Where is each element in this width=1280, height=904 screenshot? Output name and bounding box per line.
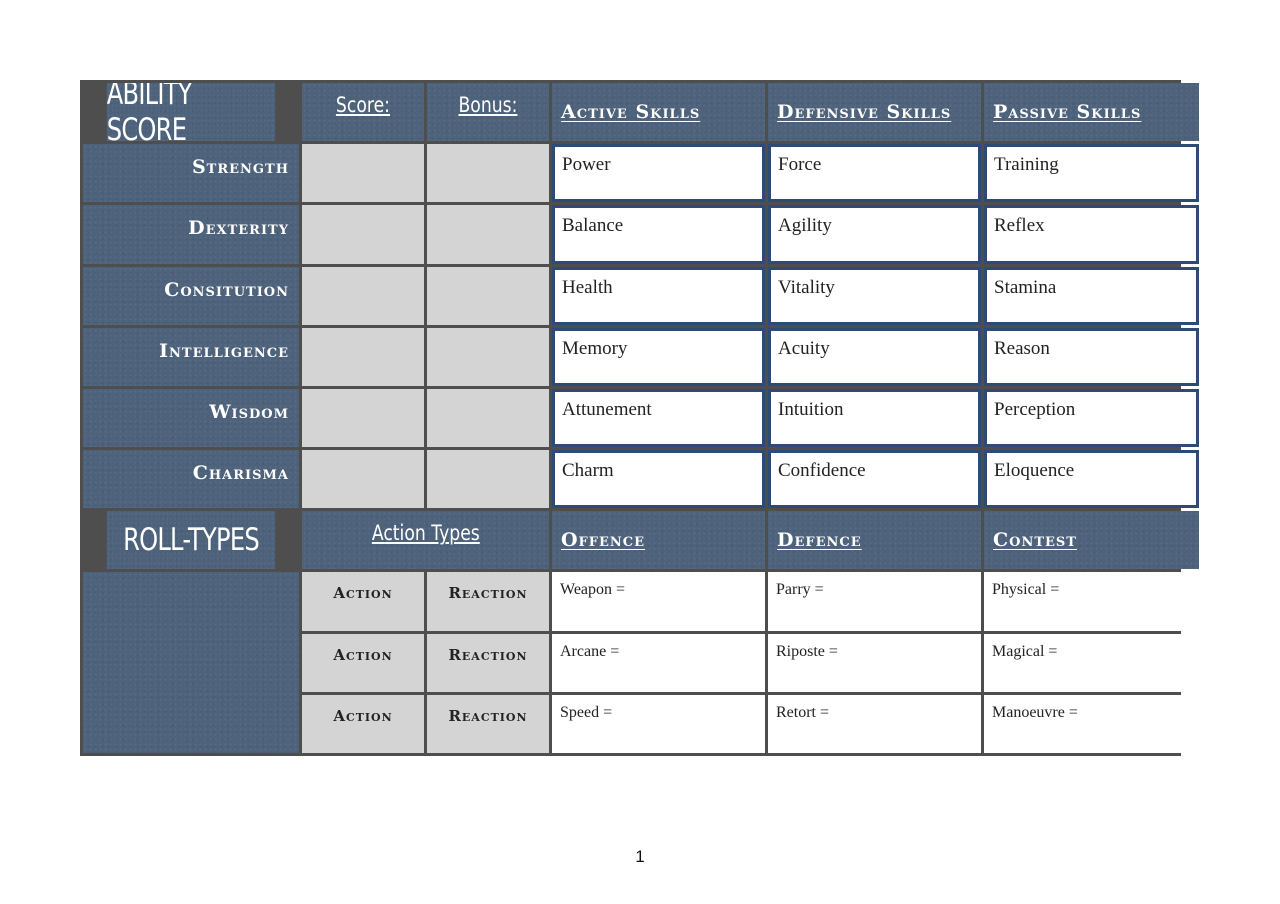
defensive-skill-label: Force xyxy=(778,154,822,176)
bonus-field-dexterity[interactable] xyxy=(427,205,549,263)
active-skill-consitution[interactable] xyxy=(552,267,765,325)
active-skills-header: Active Skills xyxy=(552,83,765,141)
action-types-header-text: Action Types xyxy=(371,521,480,546)
bonus-field-charisma[interactable] xyxy=(427,450,549,508)
active-skill-label: Health xyxy=(562,276,613,298)
ability-name-charisma: Charisma xyxy=(83,450,299,508)
bonus-field-wisdom[interactable] xyxy=(427,389,549,447)
ability-name-dexterity: Dexterity xyxy=(83,205,299,263)
offence-header: Offence xyxy=(552,511,765,569)
contest-label: Physical = xyxy=(992,581,1060,599)
roll-types-side-panel xyxy=(83,572,299,753)
character-sheet-table xyxy=(80,80,1181,756)
offence-field-speed[interactable] xyxy=(552,695,765,753)
defence-field-riposte[interactable] xyxy=(768,634,981,692)
bonus-header xyxy=(427,83,549,141)
active-skill-label: Balance xyxy=(562,215,624,237)
passive-skill-label: Eloquence xyxy=(994,460,1075,482)
bonus-field-strength[interactable] xyxy=(427,144,549,202)
roll-types-title-text: ROLL-TYPES xyxy=(123,522,259,559)
score-field-strength[interactable] xyxy=(302,144,424,202)
passive-skills-header: Passive Skills xyxy=(984,83,1199,141)
passive-skill-intelligence[interactable] xyxy=(984,328,1199,386)
defensive-skills-header: Defensive Skills xyxy=(768,83,981,141)
active-skill-label: Attunement xyxy=(562,398,652,420)
active-skill-wisdom[interactable] xyxy=(552,389,765,447)
passive-skill-label: Stamina xyxy=(994,276,1057,298)
ability-score-title-text: ABILITY SCORE xyxy=(106,83,192,142)
offence-label: Weapon = xyxy=(560,581,626,599)
defensive-skill-intelligence[interactable] xyxy=(768,328,981,386)
defensive-skill-strength[interactable] xyxy=(768,144,981,202)
contest-field-magical[interactable] xyxy=(984,634,1199,692)
defensive-skill-wisdom[interactable] xyxy=(768,389,981,447)
contest-header: Contest xyxy=(984,511,1199,569)
defence-label: Riposte = xyxy=(776,642,838,660)
active-skill-charisma[interactable] xyxy=(552,450,765,508)
contest-label: Magical = xyxy=(992,642,1058,660)
passive-skill-label: Perception xyxy=(994,398,1076,420)
defensive-skill-consitution[interactable] xyxy=(768,267,981,325)
score-field-dexterity[interactable] xyxy=(302,205,424,263)
score-header-text: Score: xyxy=(335,93,391,117)
offence-field-weapon[interactable] xyxy=(552,572,765,630)
offence-label: Speed = xyxy=(560,703,613,721)
contest-field-physical[interactable] xyxy=(984,572,1199,630)
active-skill-label: Power xyxy=(562,154,611,176)
page-number: 1 xyxy=(635,847,645,866)
defence-label: Parry = xyxy=(776,581,824,599)
score-field-charisma[interactable] xyxy=(302,450,424,508)
passive-skill-dexterity[interactable] xyxy=(984,205,1199,263)
passive-skill-label: Reason xyxy=(994,337,1050,359)
action-toggle[interactable]: Action xyxy=(302,695,424,753)
bonus-header-text: Bonus: xyxy=(458,93,518,117)
reaction-toggle[interactable]: Reaction xyxy=(427,572,549,630)
active-skill-strength[interactable] xyxy=(552,144,765,202)
defensive-skill-dexterity[interactable] xyxy=(768,205,981,263)
score-field-intelligence[interactable] xyxy=(302,328,424,386)
passive-skill-wisdom[interactable] xyxy=(984,389,1199,447)
passive-skill-label: Reflex xyxy=(994,215,1045,237)
active-skill-dexterity[interactable] xyxy=(552,205,765,263)
score-header xyxy=(302,83,424,141)
active-skill-label: Memory xyxy=(562,337,628,359)
active-skill-label: Charm xyxy=(562,460,614,482)
ability-name-consitution: Consitution xyxy=(83,267,299,325)
roll-types-title xyxy=(107,511,275,569)
reaction-toggle[interactable]: Reaction xyxy=(427,695,549,753)
defence-field-retort[interactable] xyxy=(768,695,981,753)
score-field-wisdom[interactable] xyxy=(302,389,424,447)
passive-skill-label: Training xyxy=(994,154,1059,176)
action-toggle[interactable]: Action xyxy=(302,634,424,692)
passive-skill-strength[interactable] xyxy=(984,144,1199,202)
defence-field-parry[interactable] xyxy=(768,572,981,630)
defensive-skill-label: Acuity xyxy=(778,337,830,359)
defensive-skill-label: Intuition xyxy=(778,398,844,420)
passive-skill-charisma[interactable] xyxy=(984,450,1199,508)
ability-name-intelligence: Intelligence xyxy=(83,328,299,386)
reaction-toggle[interactable]: Reaction xyxy=(427,634,549,692)
contest-label: Manoeuvre = xyxy=(992,703,1078,721)
offence-label: Arcane = xyxy=(560,642,620,660)
defensive-skill-charisma[interactable] xyxy=(768,450,981,508)
ability-score-title xyxy=(107,83,275,141)
offence-field-arcane[interactable] xyxy=(552,634,765,692)
bonus-field-intelligence[interactable] xyxy=(427,328,549,386)
active-skill-intelligence[interactable] xyxy=(552,328,765,386)
contest-field-manoeuvre[interactable] xyxy=(984,695,1199,753)
defence-header: Defence xyxy=(768,511,981,569)
defensive-skill-label: Vitality xyxy=(778,276,835,298)
defence-label: Retort = xyxy=(776,703,830,721)
passive-skill-consitution[interactable] xyxy=(984,267,1199,325)
action-types-header xyxy=(302,511,549,569)
ability-name-wisdom: Wisdom xyxy=(83,389,299,447)
bonus-field-consitution[interactable] xyxy=(427,267,549,325)
defensive-skill-label: Confidence xyxy=(778,460,866,482)
action-toggle[interactable]: Action xyxy=(302,572,424,630)
score-field-consitution[interactable] xyxy=(302,267,424,325)
ability-name-strength: Strength xyxy=(83,144,299,202)
defensive-skill-label: Agility xyxy=(778,215,832,237)
